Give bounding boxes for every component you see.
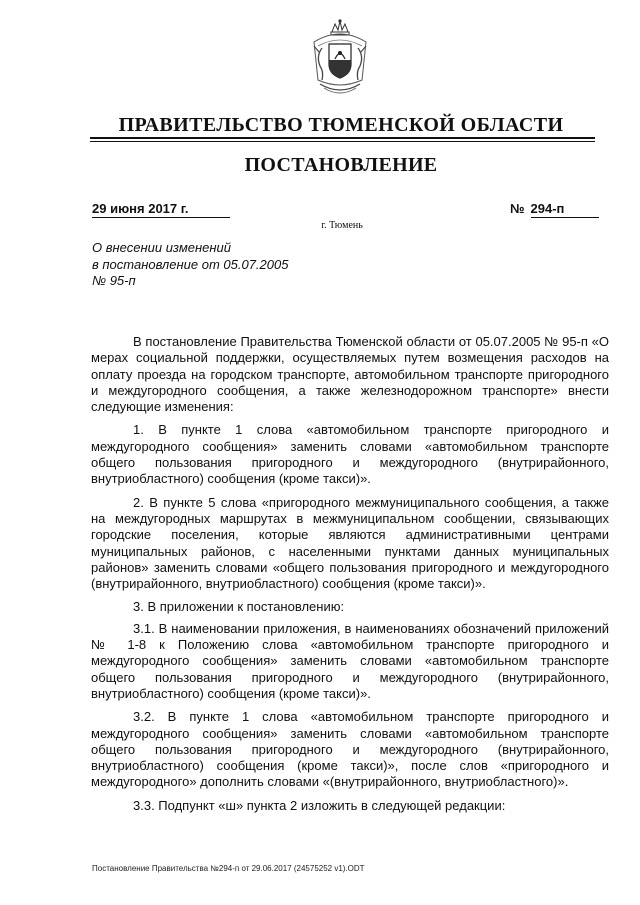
paragraph-intro: В постановление Правительства Тюменской области от 05.07.2005 № 95-п «О мерах социальной поддержки, осуществляемых путем возмещения расходов на оплату проезда на городском транспорте, автомобильном транспорте пригородного и междугородного сообщения, а также железнодорожном транспорте» внести следующие изменения: — [91, 334, 609, 415]
paragraph-3: 3. В приложении к постановлению: — [133, 599, 345, 615]
document-date: 29 июня 2017 г. — [92, 201, 230, 218]
document-type-heading: ПОСТАНОВЛЕНИЕ — [244, 154, 438, 176]
coat-of-arms-icon — [302, 18, 378, 100]
document-number-value: 294-п — [531, 201, 599, 218]
paragraph-3-3: 3.3. Подпункт «ш» пункта 2 изложить в следующей редакции: — [133, 797, 506, 813]
document-subject — [92, 240, 352, 290]
document-body — [91, 334, 609, 821]
paragraph-2: 2. В пункте 5 слова «пригородного межмуниципального сообщения, а также на междугородных маршрутах в межмуниципальном сообщении, связывающих городские поселения, которые являются административными центрами муниципальных районов, с населенными пунктами данных муниципальных районов» заменить словами «общего пользования пригородного и междугородного (внутрирайонного, внутриобластного) сообщения (кроме такси)». — [91, 494, 609, 592]
government-title: ПРАВИТЕЛЬСТВО ТЮМЕНСКОЙ ОБЛАСТИ — [118, 114, 564, 136]
subject-line: № 95-п — [92, 273, 136, 288]
title-divider-thick — [90, 137, 595, 139]
subject-line: О внесении изменений — [92, 240, 231, 255]
document-number — [510, 201, 599, 218]
paragraph-3-1: 3.1. В наименовании приложения, в наименованиях обозначений приложений № 1-8 к Положению слова «автомобильном транспорте пригородного и междугородного сообщения» заменить словами «автомобильном транспорте общего пользования пригородного и междугородного (внутрирайонного, внутриобластного) сообщения (кроме такси)». — [91, 620, 609, 701]
paragraph-1: 1. В пункте 1 слова «автомобильном транспорте пригородного и междугородного сообщения» заменить словами «автомобильном транспорте общего пользования пригородного и междугородного (внутрирайонного, внутриобластного) сообщения (кроме такси)». — [91, 422, 609, 487]
subject-line: в постановление от 05.07.2005 — [92, 256, 289, 272]
paragraph-3-2: 3.2. В пункте 1 слова «автомобильном транспорте пригородного и междугородного сообщения» заменить словами «автомобильном транспорте общего пользования пригородного и междугородного (внутрирайонного, внутриобластного) сообщения (кроме такси)», после слов «пригородного и междугородного» дополнить словами «(внутрирайонного, внутриобластного)». — [91, 709, 609, 790]
page-footer: Постановление Правительства №294-п от 29.06.2017 (24575252 v1).ODT — [92, 864, 365, 873]
document-city: г. Тюмень — [321, 220, 363, 231]
title-divider-thin — [90, 141, 595, 142]
number-sign: № — [510, 201, 525, 216]
